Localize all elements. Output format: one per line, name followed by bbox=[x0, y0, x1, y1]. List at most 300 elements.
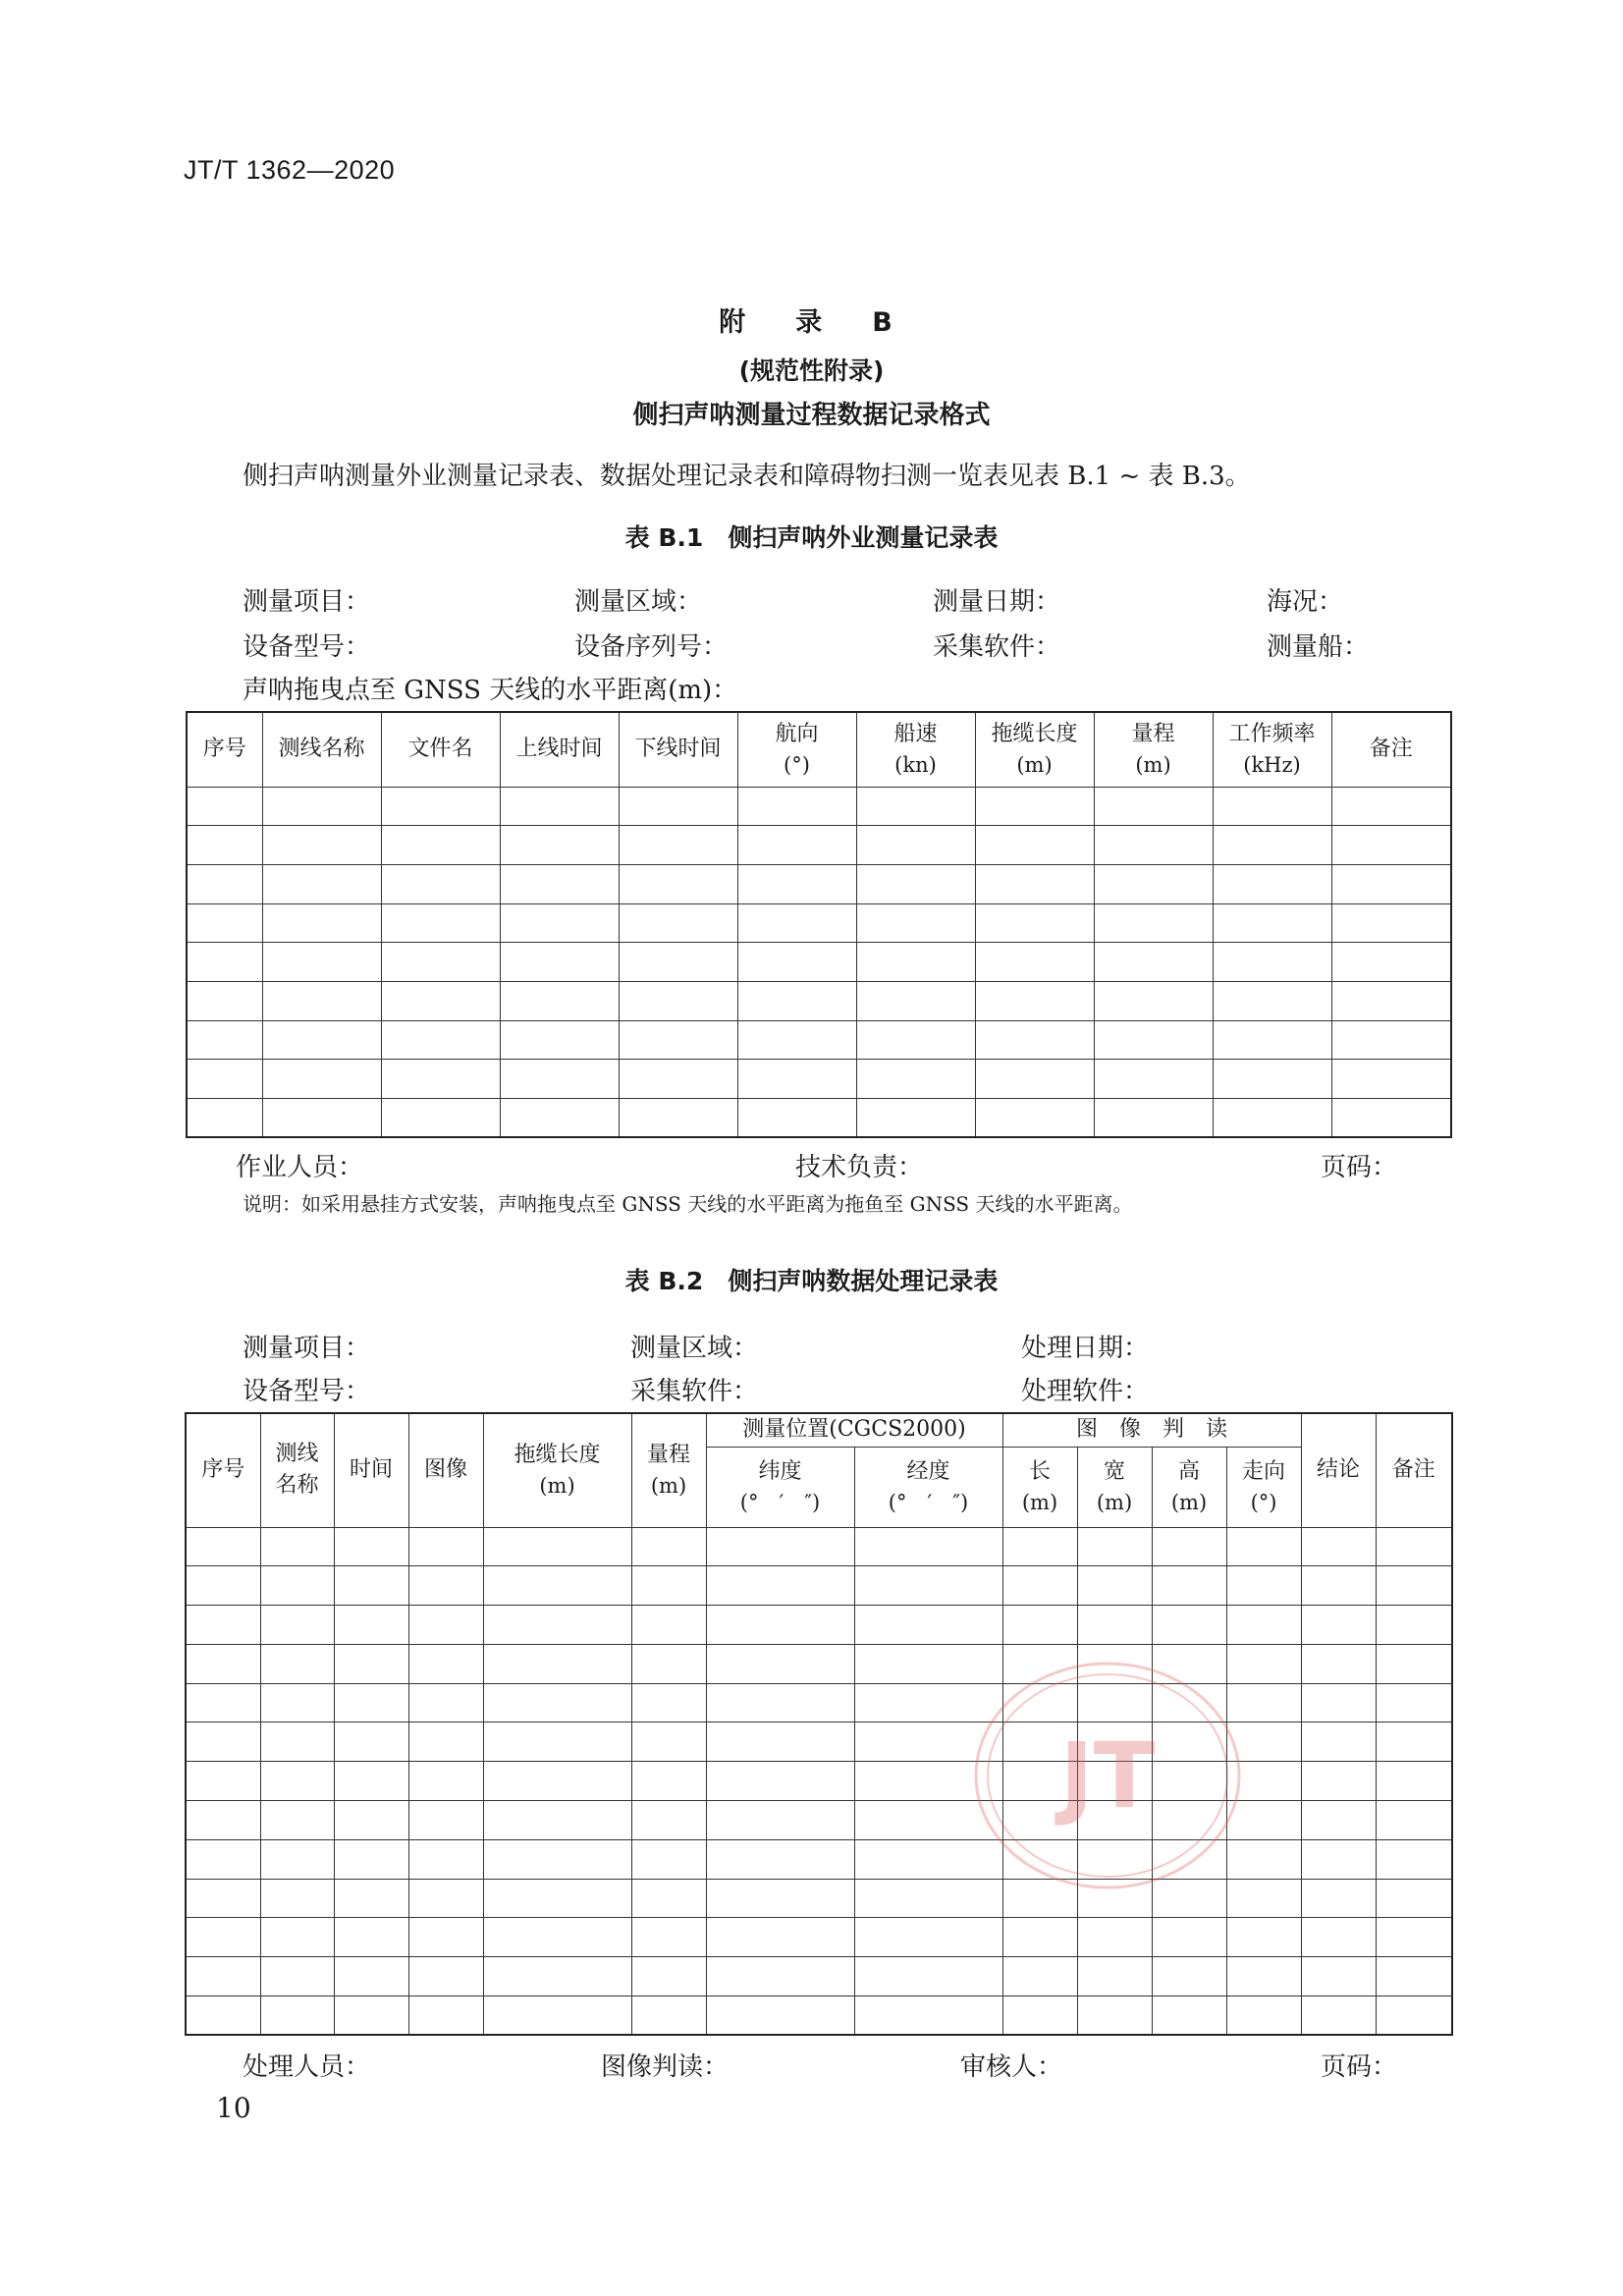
table-cell bbox=[483, 1722, 631, 1762]
table-cell bbox=[1331, 787, 1451, 826]
table-cell bbox=[1301, 1606, 1376, 1645]
table-cell bbox=[483, 1527, 631, 1566]
table-cell bbox=[1376, 1722, 1452, 1762]
b2-col-latitude: 纬度 (° ′ ″) bbox=[706, 1447, 854, 1527]
table-cell bbox=[1094, 1060, 1213, 1099]
table-cell bbox=[619, 826, 737, 865]
b1-footer-tech-lead: 技术负责： bbox=[795, 1153, 924, 1182]
table-cell bbox=[1094, 1020, 1213, 1060]
table-cell bbox=[1226, 1566, 1301, 1606]
table-cell bbox=[186, 1606, 260, 1645]
b1-col-line-name: 测线名称 bbox=[262, 712, 381, 787]
b2-col-range: 量程 (m) bbox=[631, 1413, 706, 1527]
table-cell bbox=[186, 1527, 260, 1566]
table-cell bbox=[1077, 1918, 1152, 1957]
table-cell bbox=[408, 1996, 483, 2036]
b1-field-sea-state: 海况： bbox=[1267, 587, 1344, 617]
table-cell bbox=[381, 826, 500, 865]
appendix-title: 附 录 B bbox=[719, 307, 904, 338]
table-cell bbox=[334, 1996, 408, 2036]
b1-col-end-time: 下线时间 bbox=[619, 712, 737, 787]
table-cell bbox=[1301, 1722, 1376, 1762]
table-cell bbox=[737, 903, 856, 943]
b2-col-position-group: 测量位置(CGCS2000) bbox=[706, 1413, 1002, 1447]
table-cell bbox=[334, 1957, 408, 1996]
table-cell bbox=[631, 1762, 706, 1801]
table-cell bbox=[381, 1099, 500, 1138]
b1-table-row bbox=[187, 1099, 1451, 1138]
table-cell bbox=[1331, 1060, 1451, 1099]
table-cell bbox=[706, 1996, 854, 2036]
b2-field-process-software: 处理软件： bbox=[1021, 1377, 1150, 1406]
table-cell bbox=[619, 1020, 737, 1060]
intro-paragraph: 侧扫声呐测量外业测量记录表、数据处理记录表和障碍物扫测一览表见表 B.1 ~ 表 B.3。 bbox=[243, 462, 1251, 491]
table-cell bbox=[381, 943, 500, 982]
table-cell bbox=[187, 981, 262, 1020]
b1-col-range: 量程 (m) bbox=[1094, 712, 1213, 787]
table-cell bbox=[500, 864, 619, 903]
table-cell bbox=[334, 1644, 408, 1683]
table-cell bbox=[381, 864, 500, 903]
table-cell bbox=[619, 903, 737, 943]
appendix-name: 侧扫声呐测量过程数据记录格式 bbox=[632, 401, 991, 430]
b1-col-remark: 备注 bbox=[1331, 712, 1451, 787]
table-cell bbox=[187, 943, 262, 982]
table-cell bbox=[1152, 1957, 1226, 1996]
table-cell bbox=[1331, 864, 1451, 903]
b2-col-direction: 走向 (°) bbox=[1226, 1447, 1301, 1527]
table-cell bbox=[706, 1879, 854, 1918]
table-cell bbox=[262, 864, 381, 903]
table-cell bbox=[381, 981, 500, 1020]
table-cell bbox=[737, 1099, 856, 1138]
table-cell bbox=[631, 1996, 706, 2036]
table-cell bbox=[1002, 1918, 1077, 1957]
table-cell bbox=[187, 1060, 262, 1099]
table-cell bbox=[1376, 1957, 1452, 1996]
table-cell bbox=[186, 1918, 260, 1957]
b2-table-row bbox=[186, 1644, 1452, 1683]
table-cell bbox=[737, 1060, 856, 1099]
table-cell bbox=[408, 1839, 483, 1879]
table-cell bbox=[1376, 1527, 1452, 1566]
b2-table-row bbox=[186, 1957, 1452, 1996]
table-cell bbox=[854, 1566, 1002, 1606]
table-cell bbox=[260, 1801, 334, 1840]
table-cell bbox=[260, 1606, 334, 1645]
table-cell bbox=[1301, 1683, 1376, 1722]
b2-footer-page: 页码： bbox=[1321, 2052, 1398, 2082]
table-cell bbox=[706, 1566, 854, 1606]
table-cell bbox=[186, 1801, 260, 1840]
table-cell bbox=[262, 981, 381, 1020]
table-cell bbox=[631, 1918, 706, 1957]
table-cell bbox=[408, 1957, 483, 1996]
b1-col-speed: 船速 (kn) bbox=[856, 712, 975, 787]
table-cell bbox=[483, 1566, 631, 1606]
table-cell bbox=[1094, 943, 1213, 982]
b1-table-row bbox=[187, 1060, 1451, 1099]
table-cell bbox=[260, 1683, 334, 1722]
table-cell bbox=[1077, 1527, 1152, 1566]
table-cell bbox=[706, 1957, 854, 1996]
table-cell bbox=[260, 1762, 334, 1801]
table-cell bbox=[856, 943, 975, 982]
b2-col-cable-length: 拖缆长度 (m) bbox=[483, 1413, 631, 1527]
table-cell bbox=[260, 1957, 334, 1996]
table-cell bbox=[737, 1020, 856, 1060]
table-cell bbox=[1376, 1606, 1452, 1645]
b1-table-row bbox=[187, 981, 1451, 1020]
table-cell bbox=[483, 1683, 631, 1722]
table-cell bbox=[1301, 1879, 1376, 1918]
table-cell bbox=[1077, 1996, 1152, 2036]
table-cell bbox=[1376, 1762, 1452, 1801]
table-cell bbox=[856, 826, 975, 865]
table-cell bbox=[483, 1839, 631, 1879]
table-cell bbox=[1213, 1060, 1331, 1099]
b2-footer-image-interpreter: 图像判读： bbox=[601, 2052, 730, 2082]
table-cell bbox=[408, 1566, 483, 1606]
table-cell bbox=[975, 1020, 1094, 1060]
table-b2 bbox=[185, 1412, 1453, 2036]
table-cell bbox=[854, 1527, 1002, 1566]
table-cell bbox=[408, 1918, 483, 1957]
b2-col-length: 长 (m) bbox=[1002, 1447, 1077, 1527]
b2-footer-processor: 处理人员： bbox=[243, 2052, 371, 2082]
table-cell bbox=[187, 903, 262, 943]
b1-col-seq: 序号 bbox=[187, 712, 262, 787]
table-cell bbox=[1226, 1527, 1301, 1566]
table-cell bbox=[1376, 1683, 1452, 1722]
table-cell bbox=[1301, 1566, 1376, 1606]
table-cell bbox=[1002, 1566, 1077, 1606]
table-cell bbox=[1301, 1527, 1376, 1566]
appendix-subtitle: (规范性附录) bbox=[738, 356, 885, 385]
table-cell bbox=[1213, 1020, 1331, 1060]
table-cell bbox=[706, 1644, 854, 1683]
table-cell bbox=[408, 1722, 483, 1762]
table-cell bbox=[619, 943, 737, 982]
b2-field-process-date: 处理日期： bbox=[1021, 1334, 1150, 1363]
table-cell bbox=[408, 1606, 483, 1645]
table-cell bbox=[262, 943, 381, 982]
b2-table-row bbox=[186, 1606, 1452, 1645]
table-cell bbox=[1094, 903, 1213, 943]
table-cell bbox=[1094, 826, 1213, 865]
table-cell bbox=[706, 1683, 854, 1722]
page-number: 10 bbox=[216, 2092, 251, 2124]
table-cell bbox=[1226, 1918, 1301, 1957]
table-cell bbox=[500, 1060, 619, 1099]
table-cell bbox=[186, 1566, 260, 1606]
table-cell bbox=[260, 1527, 334, 1566]
b1-col-start-time: 上线时间 bbox=[500, 712, 619, 787]
b2-col-image: 图像 bbox=[408, 1413, 483, 1527]
table-cell bbox=[856, 903, 975, 943]
b2-table-row bbox=[186, 1566, 1452, 1606]
table-cell bbox=[1331, 943, 1451, 982]
b2-table-row bbox=[186, 1918, 1452, 1957]
table-cell bbox=[1152, 1996, 1226, 2036]
table-cell bbox=[1152, 1918, 1226, 1957]
b1-field-vessel: 测量船： bbox=[1267, 632, 1370, 662]
table-cell bbox=[186, 1996, 260, 2036]
b1-field-tow-distance: 声呐拖曳点至 GNSS 天线的水平距离(m)： bbox=[243, 676, 738, 705]
b1-table-row bbox=[187, 943, 1451, 982]
table-cell bbox=[619, 787, 737, 826]
table-cell bbox=[260, 1996, 334, 2036]
table-cell bbox=[1331, 903, 1451, 943]
table-cell bbox=[260, 1879, 334, 1918]
table-cell bbox=[186, 1879, 260, 1918]
table-cell bbox=[186, 1722, 260, 1762]
b2-footer-reviewer: 审核人： bbox=[960, 2052, 1063, 2082]
table-cell bbox=[500, 903, 619, 943]
table-cell bbox=[1094, 787, 1213, 826]
table-cell bbox=[1002, 1606, 1077, 1645]
table-cell bbox=[1301, 1918, 1376, 1957]
b1-col-heading: 航向 (°) bbox=[737, 712, 856, 787]
table-cell bbox=[1213, 943, 1331, 982]
table-b1-title: 表 B.1 侧扫声呐外业测量记录表 bbox=[624, 523, 999, 552]
table-cell bbox=[737, 981, 856, 1020]
table-cell bbox=[1301, 1957, 1376, 1996]
table-cell bbox=[1226, 1996, 1301, 2036]
b2-col-time: 时间 bbox=[334, 1413, 408, 1527]
table-cell bbox=[408, 1762, 483, 1801]
table-cell bbox=[706, 1762, 854, 1801]
table-cell bbox=[187, 1020, 262, 1060]
table-cell bbox=[187, 826, 262, 865]
table-cell bbox=[631, 1839, 706, 1879]
b1-col-frequency: 工作频率 (kHz) bbox=[1213, 712, 1331, 787]
table-cell bbox=[483, 1996, 631, 2036]
table-cell bbox=[334, 1566, 408, 1606]
table-cell bbox=[1094, 981, 1213, 1020]
table-cell bbox=[619, 1099, 737, 1138]
table-cell bbox=[334, 1839, 408, 1879]
table-cell bbox=[483, 1762, 631, 1801]
table-cell bbox=[334, 1762, 408, 1801]
table-cell bbox=[1077, 1566, 1152, 1606]
table-cell bbox=[854, 1918, 1002, 1957]
b2-col-height: 高 (m) bbox=[1152, 1447, 1226, 1527]
table-cell bbox=[408, 1879, 483, 1918]
table-cell bbox=[856, 981, 975, 1020]
table-cell bbox=[706, 1918, 854, 1957]
table-cell bbox=[1376, 1839, 1452, 1879]
table-cell bbox=[631, 1606, 706, 1645]
table-cell bbox=[975, 864, 1094, 903]
table-cell bbox=[706, 1606, 854, 1645]
b2-col-interpret-group: 图 像 判 读 bbox=[1002, 1413, 1301, 1447]
jt-stamp-watermark bbox=[972, 1660, 1243, 1891]
table-cell bbox=[619, 981, 737, 1020]
b2-field-project: 测量项目： bbox=[243, 1334, 371, 1363]
table-cell bbox=[262, 1099, 381, 1138]
b2-col-remark: 备注 bbox=[1376, 1413, 1452, 1527]
table-cell bbox=[1226, 1957, 1301, 1996]
table-cell bbox=[1213, 864, 1331, 903]
b2-field-area: 测量区域： bbox=[630, 1334, 759, 1363]
table-cell bbox=[334, 1683, 408, 1722]
table-cell bbox=[1331, 826, 1451, 865]
table-cell bbox=[500, 1020, 619, 1060]
table-cell bbox=[1331, 1099, 1451, 1138]
table-cell bbox=[334, 1918, 408, 1957]
b1-field-model: 设备型号： bbox=[243, 632, 371, 662]
table-cell bbox=[262, 1020, 381, 1060]
table-cell bbox=[500, 981, 619, 1020]
b1-table-row bbox=[187, 864, 1451, 903]
b2-col-width: 宽 (m) bbox=[1077, 1447, 1152, 1527]
table-cell bbox=[1213, 903, 1331, 943]
table-cell bbox=[1094, 864, 1213, 903]
table-cell bbox=[334, 1527, 408, 1566]
table-cell bbox=[1213, 787, 1331, 826]
table-cell bbox=[1301, 1839, 1376, 1879]
table-cell bbox=[1002, 1957, 1077, 1996]
table-cell bbox=[737, 787, 856, 826]
b2-col-longitude: 经度 (° ′ ″) bbox=[854, 1447, 1002, 1527]
table-cell bbox=[334, 1879, 408, 1918]
table-cell bbox=[619, 1060, 737, 1099]
table-cell bbox=[483, 1644, 631, 1683]
b2-col-conclusion: 结论 bbox=[1301, 1413, 1376, 1527]
table-cell bbox=[381, 1060, 500, 1099]
table-cell bbox=[1331, 981, 1451, 1020]
b1-col-cable-length: 拖缆长度 (m) bbox=[975, 712, 1094, 787]
b1-field-date: 测量日期： bbox=[933, 587, 1061, 617]
b2-table-row bbox=[186, 1996, 1452, 2036]
table-cell bbox=[975, 826, 1094, 865]
table-cell bbox=[1213, 826, 1331, 865]
table-cell bbox=[706, 1801, 854, 1840]
table-cell bbox=[975, 981, 1094, 1020]
table-cell bbox=[187, 1099, 262, 1138]
table-cell bbox=[856, 1020, 975, 1060]
table-b2-title: 表 B.2 侧扫声呐数据处理记录表 bbox=[624, 1267, 999, 1295]
b1-table-row bbox=[187, 903, 1451, 943]
table-cell bbox=[975, 1060, 1094, 1099]
b2-table-row bbox=[186, 1879, 1452, 1918]
b1-table-row bbox=[187, 787, 1451, 826]
b2-field-model: 设备型号： bbox=[243, 1377, 371, 1406]
b2-table-row bbox=[186, 1722, 1452, 1762]
b1-table-row bbox=[187, 826, 1451, 865]
b2-table-row bbox=[186, 1801, 1452, 1840]
table-cell bbox=[1301, 1801, 1376, 1840]
table-cell bbox=[631, 1801, 706, 1840]
table-cell bbox=[1152, 1606, 1226, 1645]
table-cell bbox=[1213, 1099, 1331, 1138]
table-cell bbox=[1301, 1996, 1376, 2036]
table-cell bbox=[334, 1606, 408, 1645]
table-cell bbox=[187, 787, 262, 826]
table-cell bbox=[1002, 1527, 1077, 1566]
table-cell bbox=[186, 1683, 260, 1722]
b1-footer-operator: 作业人员： bbox=[236, 1153, 364, 1182]
table-cell bbox=[1331, 1020, 1451, 1060]
table-cell bbox=[706, 1722, 854, 1762]
table-cell bbox=[631, 1527, 706, 1566]
table-cell bbox=[854, 1996, 1002, 2036]
table-cell bbox=[381, 787, 500, 826]
table-cell bbox=[408, 1527, 483, 1566]
table-cell bbox=[1077, 1957, 1152, 1996]
table-cell bbox=[1376, 1879, 1452, 1918]
b1-field-software: 采集软件： bbox=[933, 632, 1061, 662]
b1-col-file-name: 文件名 bbox=[381, 712, 500, 787]
table-cell bbox=[631, 1566, 706, 1606]
table-cell bbox=[262, 787, 381, 826]
b1-footer-page: 页码： bbox=[1321, 1153, 1398, 1182]
table-cell bbox=[631, 1722, 706, 1762]
table-cell bbox=[500, 826, 619, 865]
table-cell bbox=[260, 1722, 334, 1762]
table-cell bbox=[1301, 1644, 1376, 1683]
table-cell bbox=[1002, 1996, 1077, 2036]
b2-table-row bbox=[186, 1762, 1452, 1801]
stamp-text: JT bbox=[1059, 1723, 1156, 1829]
table-cell bbox=[1152, 1566, 1226, 1606]
table-cell bbox=[854, 1606, 1002, 1645]
table-cell bbox=[737, 943, 856, 982]
b2-col-seq: 序号 bbox=[186, 1413, 260, 1527]
table-cell bbox=[187, 864, 262, 903]
b2-table-row bbox=[186, 1683, 1452, 1722]
table-cell bbox=[500, 1099, 619, 1138]
table-cell bbox=[1094, 1099, 1213, 1138]
table-cell bbox=[975, 943, 1094, 982]
table-cell bbox=[1226, 1606, 1301, 1645]
table-cell bbox=[856, 1099, 975, 1138]
table-cell bbox=[408, 1683, 483, 1722]
table-cell bbox=[619, 864, 737, 903]
table-cell bbox=[975, 903, 1094, 943]
b1-field-serial: 设备序列号： bbox=[574, 632, 729, 662]
b1-note: 说明：如采用悬挂方式安装，声呐拖曳点至 GNSS 天线的水平距离为拖鱼至 GNSS 天线的水平距离。 bbox=[243, 1192, 1133, 1216]
table-cell bbox=[1077, 1606, 1152, 1645]
b1-field-area: 测量区域： bbox=[574, 587, 703, 617]
table-cell bbox=[706, 1839, 854, 1879]
standard-code: JT/T 1362—2020 bbox=[184, 155, 396, 185]
table-cell bbox=[706, 1527, 854, 1566]
table-cell bbox=[186, 1957, 260, 1996]
table-cell bbox=[631, 1879, 706, 1918]
table-cell bbox=[975, 787, 1094, 826]
table-cell bbox=[334, 1722, 408, 1762]
b1-field-project: 测量项目： bbox=[243, 587, 371, 617]
table-cell bbox=[334, 1801, 408, 1840]
table-cell bbox=[737, 864, 856, 903]
table-cell bbox=[186, 1839, 260, 1879]
b2-col-line-name: 测线名称 bbox=[260, 1413, 334, 1527]
b2-table-row bbox=[186, 1527, 1452, 1566]
table-cell bbox=[186, 1762, 260, 1801]
table-cell bbox=[186, 1644, 260, 1683]
table-cell bbox=[856, 787, 975, 826]
table-cell bbox=[408, 1801, 483, 1840]
table-b1 bbox=[186, 711, 1452, 1138]
table-cell bbox=[483, 1606, 631, 1645]
table-cell bbox=[1376, 1566, 1452, 1606]
table-cell bbox=[260, 1839, 334, 1879]
table-cell bbox=[483, 1879, 631, 1918]
b2-field-software: 采集软件： bbox=[630, 1377, 759, 1406]
table-cell bbox=[1376, 1644, 1452, 1683]
